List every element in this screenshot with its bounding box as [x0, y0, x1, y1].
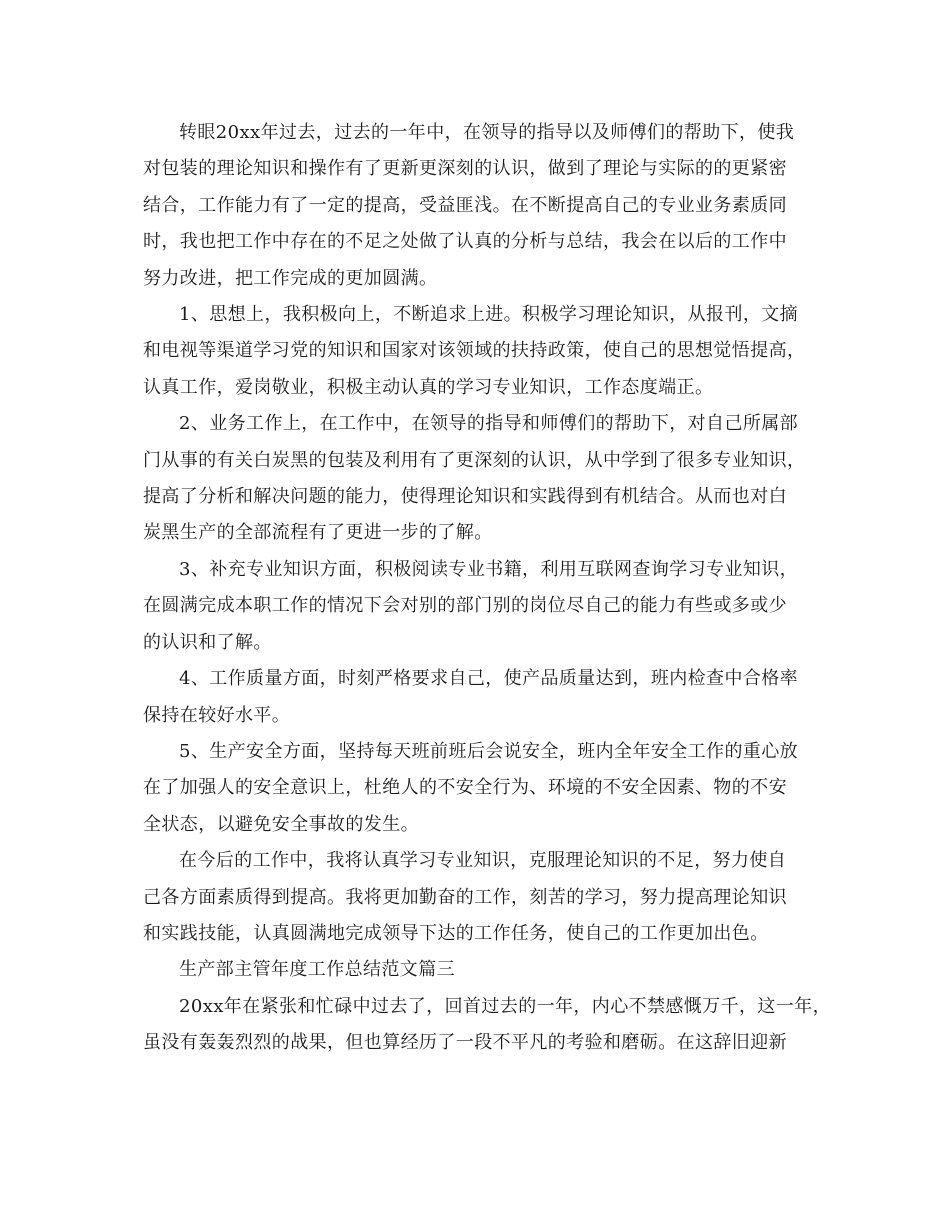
text-line: 炭黑生产的全部流程有了更进一步的了解。 — [143, 522, 493, 544]
text-line: 2、业务工作上，在工作中，在领导的指导和师傅们的帮助下，对自己所属部 — [179, 413, 799, 435]
text-line: 己各方面素质得到提高。我将更加勤奋的工作，刻苦的学习，努力提高理论知识 — [143, 886, 787, 908]
text-line: 保持在较好水平。 — [143, 704, 291, 726]
text-line: 结合，工作能力有了一定的提高，受益匪浅。在不断提高自己的专业业务素质同 — [143, 194, 787, 216]
document-body — [143, 115, 832, 1062]
text-line: 4、工作质量方面，时刻严格要求自己，使产品质量达到，班内检查中合格率 — [179, 668, 799, 690]
text-line: 努力改进，把工作完成的更加圆满。 — [143, 267, 438, 289]
text-line: 对包装的理论知识和操作有了更新更深刻的认识，做到了理论与实际的的更紧密 — [143, 158, 787, 180]
section-heading: 生产部主管年度工作总结范文篇三 — [179, 959, 455, 981]
text-line: 3、补充专业知识方面，积极阅读专业书籍，利用互联网查询学习专业知识， — [179, 558, 799, 580]
text-line: 认真工作，爱岗敬业，积极主动认真的学习专业知识，工作态度端正。 — [143, 376, 714, 398]
text-line: 全状态，以避免安全事故的发生。 — [143, 813, 419, 835]
text-line: 在今后的工作中，我将认真学习专业知识，克服理论知识的不足，努力使自 — [179, 850, 787, 872]
text-line: 门从事的有关白炭黑的包装及利用有了更深刻的认识，从中学到了很多专业知识， — [143, 449, 806, 471]
text-line: 在圆满完成本职工作的情况下会对别的部门别的岗位尽自己的能力有些或多或少 — [143, 595, 787, 617]
text-line: 虽没有轰轰烈烈的战果，但也算经历了一段不平凡的考验和磨砺。在这辞旧迎新 — [143, 1032, 787, 1054]
text-line: 5、生产安全方面，坚持每天班前班后会说安全，班内全年安全工作的重心放 — [179, 740, 799, 762]
text-line: 提高了分析和解决问题的能力，使得理论知识和实践得到有机结合。从而也对白 — [143, 486, 787, 508]
text-line: 转眼20xx年过去，过去的一年中，在领导的指导以及师傅们的帮助下，使我 — [179, 122, 795, 143]
text-line: 20xx年在紧张和忙碌中过去了，回首过去的一年，内心不禁感慨万千，这一年， — [179, 995, 832, 1017]
text-line: 在了加强人的安全意识上，杜绝人的不安全行为、环境的不安全因素、物的不安 — [143, 777, 787, 799]
text-line: 时，我也把工作中存在的不足之处做了认真的分析与总结，我会在以后的工作中 — [143, 231, 787, 253]
text-line: 1、思想上，我积极向上，不断追求上进。积极学习理论知识，从报刊，文摘 — [179, 304, 799, 326]
text-line: 和电视等渠道学习党的知识和国家对该领域的扶持政策，使自己的思想觉悟提高， — [143, 340, 806, 362]
text-line: 的认识和了解。 — [143, 631, 272, 653]
text-line: 和实践技能，认真圆满地完成领导下达的工作任务，使自己的工作更加出色。 — [143, 922, 769, 944]
